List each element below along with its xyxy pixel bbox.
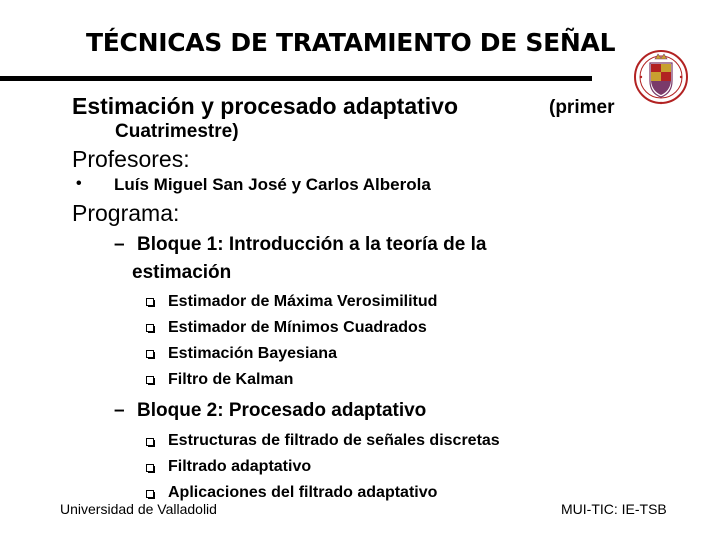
checkbox-bullet-icon [146, 298, 154, 306]
checkbox-bullet-icon [146, 490, 154, 498]
block-1-title: Bloque 1: Introducción a la teoría de la [137, 234, 487, 255]
title-rule [0, 76, 592, 81]
block-1-item: Estimación Bayesiana [168, 345, 337, 362]
professors-bullet: • [76, 175, 82, 192]
checkbox-bullet-icon [146, 350, 154, 358]
footer-course-code: MUI-TIC: IE-TSB [561, 501, 667, 517]
checkbox-bullet-icon [146, 464, 154, 472]
checkbox-bullet-icon [146, 438, 154, 446]
program-heading: Programa: [72, 200, 180, 226]
slide-title: TÉCNICAS DE TRATAMIENTO DE SEÑAL [86, 28, 616, 57]
block-1-item: Estimador de Máxima Verosimilitud [168, 293, 438, 310]
block-1-item: Filtro de Kalman [168, 371, 294, 388]
footer-university: Universidad de Valladolid [60, 501, 217, 517]
professors-heading: Profesores: [72, 146, 190, 172]
block-2-item: Aplicaciones del filtrado adaptativo [168, 484, 438, 501]
block-1-item: Estimador de Mínimos Cuadrados [168, 319, 427, 336]
block-2-item: Estructuras de filtrado de señales discretas [168, 432, 500, 449]
block-2-title: Bloque 2: Procesado adaptativo [137, 400, 427, 421]
block-2-dash: – [114, 400, 125, 421]
course-term-open: (primer [549, 97, 615, 118]
course-name: Estimación y procesado adaptativo [72, 93, 459, 119]
block-2-item: Filtrado adaptativo [168, 458, 312, 475]
checkbox-bullet-icon [146, 376, 154, 384]
professors-names: Luís Miguel San José y Carlos Alberola [114, 175, 431, 194]
course-term-close: Cuatrimestre) [115, 121, 239, 142]
checkbox-bullet-icon [146, 324, 154, 332]
university-seal-icon [633, 45, 689, 109]
block-1-dash: – [114, 234, 125, 255]
block-1-title-line2: estimación [132, 262, 232, 283]
